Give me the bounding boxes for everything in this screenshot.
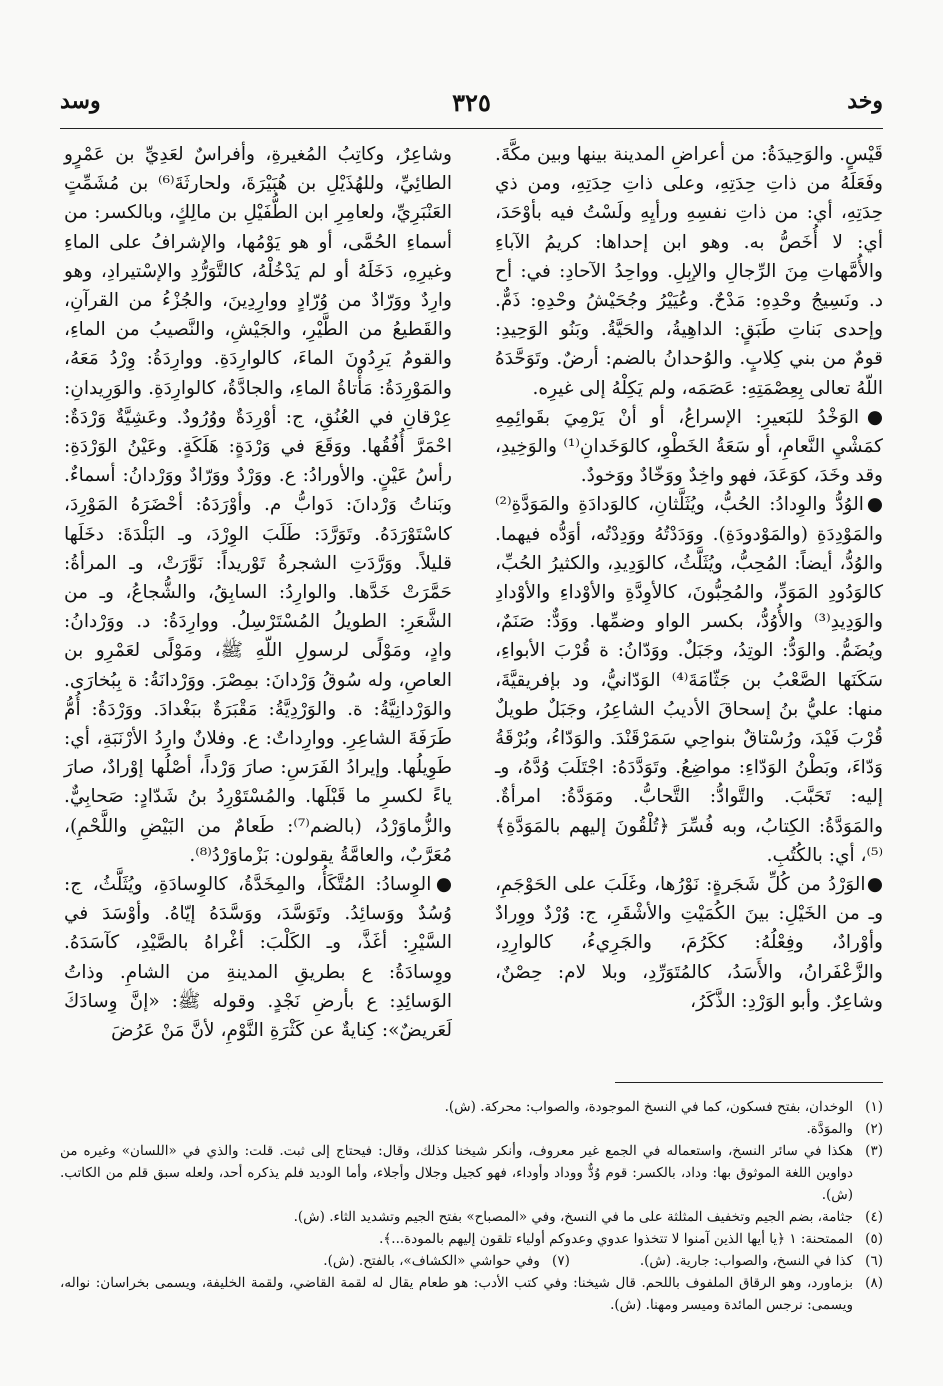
footnote-pair [60, 1250, 883, 1272]
header-rule [60, 128, 883, 129]
footnote-number: (٨) [865, 1275, 883, 1291]
entry-ward: ●الوَرْدُ من كُلِّ شَجَرةٍ: نَوْرُها، وغَلَبَ على الحَوْجَمِ، وـ من الخَيْلِ: بينَ الكُمَيْتِ والأشْقَرِ، ج: وُرْدٌ ووِرادٌ وأوْرادٌ، وفِعْلُهُ: ككَرُمَ، والجَرِيءُ، كالوارِدِ، والزَّعْفَرانُ، والأَسَدُ، كالمُتَوَرِّدِ، وبلا لام: حِصْنٌ، وشاعِرٌ. وأبو الوَرْدِ: الذَّكَرُ، [495, 874, 883, 1012]
entry-ward-continued: وشاعِرٌ، وكاتِبُ المُغيرةِ، وأفراسٌ لعَدِيِّ بن عَمْرٍو الطائِيِّ، وللهُذَيْلِ بن هُبَيْرَةَ، ولحارثَةَ⁽⁶⁾ بن مُشَمِّتٍ العَنْبَرِيِّ، ولعامِرِ ابن الطُّفَيْلِ بن مالِكٍ، وبالكسر: من أسماءِ الحُمَّى، أو هو يَوْمُها، والإشرافُ على الماءِ وغيرِهِ، دَخَلَهُ أو لم يَدْخُلْهُ، كالتَّوَرُّدِ والإسْتيرادِ، وهو وارِدٌ ووَرّادٌ من وُرّادٍ ووارِدِينَ، والجُزْءُ من القرآنِ، والقَطيعُ من الطَّيْرِ، والجَيْشِ، والنَّصيبُ من الماءِ، والقومُ يَرِدُونَ الماءَ، كالوارِدَةِ. ووارِدَةُ: وِرْدُ مَعَهُ، والمَوْرِدَةُ: مَأْتاةُ الماءِ، والجادَّةُ، كالوارِدَةِ. والوَرِيدانِ: عِرْقانِ في العُنُقِ، ج: أوْرِدَةٌ ووُرُودٌ. وعَشِيَّةٌ وَرْدَةٌ: احْمَرَّ أُفُقُها. ووَقَعَ في وَرْدَةٍ: هَلَكَةٍ. وعَيْنُ الوَرْدَةِ: رأسُ عَيْنٍ. والأورادُ: ع. ووَرْدٌ ووَرّادٌ ووَرْدانُ: أسماءٌ. وبَناتُ وَرْدانَ: دَوابُّ م. وأوْرَدَهُ: أحْضَرَهُ المَوْرِدَ، كاسْتَوْرَدَهُ. وتَوَرَّدَ: طَلَبَ الوِرْدَ، وـ البَلْدَةَ: دخَلَها قليلاً. ووَرَّدَتِ الشجرةُ تَوْريداً: نَوَّرَتْ، وـ المرأةُ: حَمَّرَتْ خَدَّها. والوارِدُ: السابِقُ، والشُّجاعُ، وـ من الشَّعَرِ: الطويلُ المُسْتَرْسِلُ. ووارِدَةُ: د. ووَرْدانُ: وادٍ، ومَوْلًى لرسولِ اللّهِ ﷺ، ومَوْلًى لعَمْرِو بن العاصِ، وله سُوقُ وَرْدانَ: بمِصْرَ. ووَرْدانَةُ: ة بِبُخارَى. والوَرْدانِيَّةُ: ة. والوَرْدِيَّةُ: مَقْبَرَةٌ ببَغْدادَ. ووَرْدَةُ: أُمُّ طَرَفَةَ الشاعِرِ. ووارِداتٌ: ع. وفلانٌ وارِدُ الأرْنَبَةِ، أي: طَوِيلُها. وإيرادُ الفَرَسِ: صارَ وَرْداً، أصْلُها إوْرادٌ، صارَ ياءً لكسرِ ما قَبْلَها. والمُسْتَوْرِدُ بنُ شَدّادٍ: صَحابِيٌّ. والزُّماوَرْدُ، (بالضم⁽⁷⁾: طَعامٌ من البَيْضِ واللَّحْمِ)، مُعَرَّبٌ، والعامَّةُ يقولون: بَزْماوَرْدُ⁽⁸⁾. [64, 144, 452, 866]
footnote-text: كذا في النسخ، والصواب: جارية. (ش). [639, 1253, 853, 1269]
footnote-number: (٥) [865, 1231, 883, 1247]
footnote-number: (٦) [865, 1253, 883, 1269]
footnote-text: وفي حواشي «الكشاف»، بالفتح. (ش). [323, 1253, 540, 1269]
right-column [495, 140, 883, 1012]
footnote-number: (٣) [865, 1143, 883, 1159]
footnote-number: (٢) [865, 1121, 883, 1137]
footnote-text: والموَدَّة. [806, 1121, 853, 1137]
left-column [64, 140, 452, 1042]
footnote-number: (١) [865, 1099, 883, 1115]
footnote-text: الوخدان، بفتح فسكون، كما في النسخ الموجودة، والصواب: محركة. (ش). [444, 1099, 853, 1115]
footnote [60, 1206, 883, 1228]
entry-wisad: ●الوِسادُ: المُتَّكَأُ، والمِخَدَّةُ، كالوِسادَةِ، ويُثَلَّثُ، ج: وُسُدٌ ووَسائِدُ. وتَوَسَّدَ، ووَسَّدَهُ إيّاهُ. وأوْسَدَ في السَّيْرِ: أغَذَّ، وـ الكَلْبَ: أغْراهُ بالصَّيْدِ، كآسَدَهُ. ووِسادَةُ: ع بطريقِ المدينةِ من الشامِ. وذاتُ الوَسائِدِ: ع بأرضِ نَجْدٍ. وقوله ﷺ: «إنَّ وِسادَكَ لَعَريضٌ»: كِنايةٌ عن كَثْرَةِ النَّوْمِ، لأنَّ مَنْ عَرُضَ [64, 874, 452, 1042]
header-root-right: وخد [847, 88, 883, 114]
footnotes [60, 1096, 883, 1316]
footnote-rule [615, 1082, 883, 1083]
footnote-text: جثامة، بضم الجيم وتخفيف المثلثة على ما في النسخ، وفي «المصباح» بفتح الجيم وتشديد الثاء. (ش). [293, 1209, 853, 1225]
page-number: ٣٢٥ [452, 88, 491, 117]
entry-wahid-continued: قَيْسٍ. والوَحِيدَةُ: من أعراضِ المدينة بينها وبين مكَّةَ. وفَعَلَهُ من ذاتِ حِدَتِهِ، وعلى ذاتِ حِدَتِهِ، ومن ذي حِدَتِهِ، أي: من ذاتِ نفسِهِ ورأيِهِ ولَسْتُ فيه بأوْحَدَ، أي: لا أُخَصُّ به. وهو ابن إحداها: كريمُ الآباءِ والأُمَّهاتِ مِنَ الرِّجالِ والإبِلِ. وواحِدُ الآحادِ: في: أح د. ونَسِيجُ وحْدِهِ: مَدْحٌ. وعُيَيْرُ وجُحَيْشُ وحْدِهِ: ذَمٌّ. وإحدى بَناتِ طَبَقٍ: الداهِيةُ، والحَيَّةُ. وبَنُو الوَحِيدِ: قومٌ من بني كِلابٍ. والوُحدانُ بالضم: أرضٌ. وتَوَحَّدَهُ اللّهُ تعالى بِعِصْمَتِهِ: عَصَمَه، ولم يَكِلْهُ إلى غيرِه. [495, 144, 883, 399]
footnote [60, 1272, 883, 1316]
footnote-text: الممتحنة: ١ ﴿يا أيها الذين آمنوا لا تتخذوا عدوي وعدوكم أولياء تلقون إليهم بالمودة...﴾. [379, 1231, 853, 1247]
footnote [60, 1228, 883, 1250]
footnote-text: هكذا في سائر النسخ، واستعماله في الجمع غير معروف، وأنكر شيخنا كذلك، وقال: فيحتاج إلى ثبت. قلت: والذي في «اللسان» وغيره من دواوين اللغة الموثوق بها: وداد، بالكسر: قوم وُدٌّ ووداد وأوداء، فهو كجيل وجلال وأجلاء، وأما الوديد فلم يذكره أحد، ولعله سبق قلم من الكاتب. (ش). [60, 1143, 853, 1203]
entry-wudd: ●الوُدُّ والوِدادُ: الحُبُّ، ويُثَلَّثانِ، كالوَدادَةِ والمَوَدَّةِ⁽²⁾ والمَوْدِدَةِ (والمَوْدودَةِ). ووَدَدْتُهُ ووَدِدْتُه، أوَدُّه فيهما. والوُدُّ، أيضاً: المُحِبُّ، ويُثَلَّثُ، كالوَدِيدِ، والكثيرُ الحُبِّ، كالوَدُودِ المَوَدِّ، والمُحِبُّونَ، كالأوِدَّةِ والأوْداءِ والأوْدادِ والوَدِيدِ⁽³⁾ والأُوُدُّ، بكسر الواو وضمِّها. ووَدٌّ: صَنَمٌ، ويُضَمُّ. والوَدُّ: الوتِدُ، وجَبَلٌ. ووَدّانُ: ة قُرْبَ الأبواءِ، سَكَنَها الصَّعْبُ بن جَثّامَةَ⁽⁴⁾ الوَدّانيُّ، ود بإفريقيَّةَ، منها: عليُّ بنُ إسحاقَ الأديبُ الشاعِرُ، وجَبَلٌ طويلٌ قُرْبَ فَيْدَ، ورُسْتاقٌ بنواحِي سَمَرْقَنْدَ. والوَدّاءُ، وبُرْقَةُ وَدّاءَ، وبَطْنُ الوَدّاءِ: مواضِعُ. وتَوَدَّدَهُ: اجْتَلَبَ وُدَّهُ، وـ إليه: تَحَبَّبَ. والتَّوادُّ: التَّحابُّ. ومَوَدَّةُ: امرأةٌ. والمَوَدَّةُ: الكِتابُ، وبه فُسِّرَ ﴿تُلْقُونَ إليهم بالمَوَدَّةِ﴾⁽⁵⁾، أي: بالكُتُبِ. [495, 494, 883, 866]
header-root-left: وسد [60, 88, 101, 114]
footnote-text: بزماورد، وهو الرقاق الملفوف باللحم. قال شيخنا: وفي كتب الأدب: هو طعام يقال له لقمة القاضي، ولقمة الخليفة، ويسمى بخراسان: نواله، ويسمى: نرجس المائدة وميسر ومهنا. (ش). [60, 1275, 853, 1313]
footnote [60, 1118, 883, 1140]
footnote [60, 1096, 883, 1118]
footnote [640, 1250, 883, 1272]
entry-wakhd: ●الوَخْدُ للبَعيرِ: الإسراعُ، أو أنْ يَرْمِيَ بقَوائِمِهِ كمَشْيِ النَّعامِ، أو سَعَةُ الخَطْوِ، كالوَخَدانِ⁽¹⁾ والوَخِيدِ، وقد وخَدَ، كوَعَدَ، فهو واخِدٌ ووَخّادٌ ووَخودٌ. [495, 406, 883, 487]
page-header [60, 88, 883, 128]
footnote [60, 1140, 883, 1206]
footnote-number: (٤) [865, 1209, 883, 1225]
footnote-number: (٧) [552, 1253, 570, 1269]
footnote [323, 1250, 570, 1272]
